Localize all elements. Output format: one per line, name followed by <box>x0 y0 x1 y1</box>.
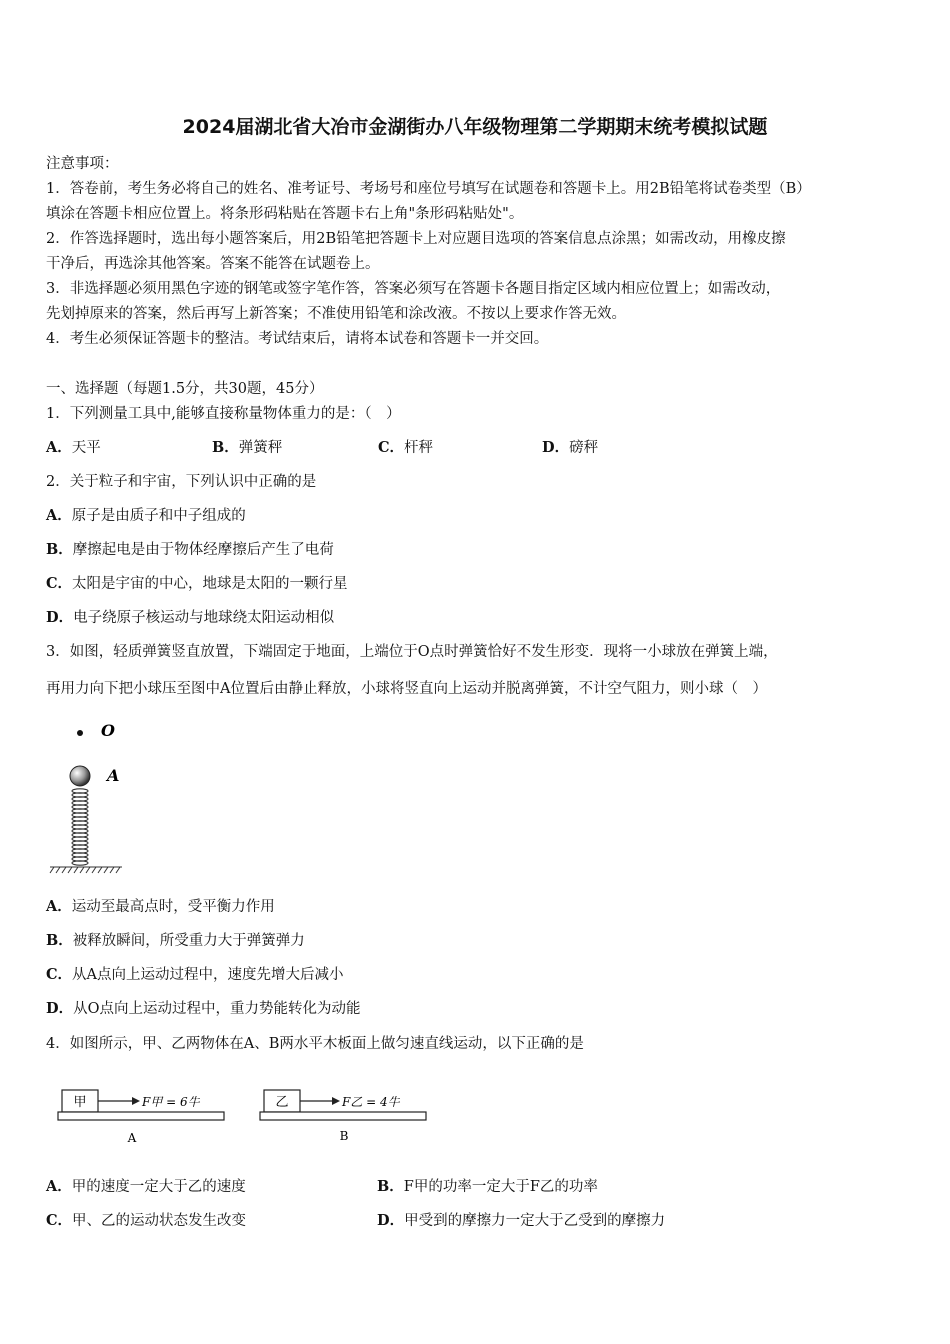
notice-line: 1．答卷前，考生务必将自己的姓名、准考证号、考场号和座位号填写在试题卷和答题卡上。用2B铅笔将试卷类型（B） <box>46 181 811 197</box>
q3-option-a: A．运动至最高点时，受平衡力作用 <box>46 898 275 915</box>
q2-stem: 2．关于粒子和宇宙，下列认识中正确的是 <box>46 474 317 490</box>
q2-option-c: C．太阳是宇宙的中心，地球是太阳的一颗行星 <box>46 575 348 592</box>
ground <box>50 867 122 873</box>
notice-line: 先划掉原来的答案，然后再写上新答案；不准使用铅笔和涂改液。不按以上要求作答无效。 <box>46 306 626 322</box>
arrow-head <box>332 1097 340 1105</box>
q4-force-figure <box>50 1082 440 1148</box>
q1-stem: 1．下列测量工具中,能够直接称量物体重力的是：（ ） <box>46 406 401 422</box>
notice-heading: 注意事项： <box>46 156 119 172</box>
notice-line: 3．非选择题必须用黑色字迹的钢笔或签字笔作答，答案必须写在答题卡各题目指定区域内相应位置上；如需改动， <box>46 281 781 297</box>
q1-option-a: A．天平 <box>46 439 101 456</box>
board-b <box>260 1112 426 1120</box>
q3-option-d: D．从O点向上运动过程中，重力势能转化为动能 <box>46 1000 361 1017</box>
q2-option-b: B．摩擦起电是由于物体经摩擦后产生了电荷 <box>46 541 334 558</box>
force-label-jia: F甲 = 6牛 <box>142 1095 200 1109</box>
arrow-head <box>132 1097 140 1105</box>
point-o-dot <box>77 730 83 736</box>
ball <box>70 766 90 786</box>
label-a: A <box>107 766 120 785</box>
spring-coils <box>72 789 88 865</box>
q1-option-b: B．弹簧秤 <box>212 439 283 456</box>
section-heading: 一、选择题（每题1.5分，共30题，45分） <box>46 381 324 397</box>
q3-stem-line2: 再用力向下把小球压至图中A位置后由静止释放，小球将竖直向上运动并脱离弹簧，不计空气阻力，则小球（ ） <box>46 681 767 697</box>
block-jia-label: 甲 <box>73 1095 87 1110</box>
q4-stem: 4．如图所示，甲、乙两物体在A、B两水平木板面上做匀速直线运动，以下正确的是 <box>46 1036 584 1052</box>
q3-option-c: C．从A点向上运动过程中，速度先增大后减小 <box>46 966 344 983</box>
q3-stem-line1: 3．如图，轻质弹簧竖直放置，下端固定于地面，上端位于O点时弹簧恰好不发生形变．现将一小球放在弹簧上端， <box>46 644 778 660</box>
q3-option-b: B．被释放瞬间，所受重力大于弹簧弹力 <box>46 932 305 949</box>
q1-option-c: C．杆秤 <box>378 439 434 456</box>
force-label-yi: F乙 = 4牛 <box>342 1095 400 1109</box>
notice-line: 填涂在答题卡相应位置上。将条形码粘贴在答题卡右上角"条形码粘贴处"。 <box>46 206 524 222</box>
q4-option-b: B．F甲的功率一定大于F乙的功率 <box>377 1178 598 1195</box>
q2-option-d: D．电子绕原子核运动与地球绕太阳运动相似 <box>46 609 335 626</box>
q4-option-c: C．甲、乙的运动状态发生改变 <box>46 1212 247 1229</box>
board-a <box>58 1112 224 1120</box>
board-b-label: B <box>339 1129 349 1143</box>
notice-line: 4．考生必须保证答题卡的整洁。考试结束后，请将本试卷和答题卡一并交回。 <box>46 331 549 347</box>
q4-option-d: D．甲受到的摩擦力一定大于乙受到的摩擦力 <box>377 1212 666 1229</box>
notice-line: 干净后，再选涂其他答案。答案不能答在试题卷上。 <box>46 256 380 272</box>
q1-option-d: D．磅秤 <box>542 439 599 456</box>
exam-title: 2024届湖北省大冶市金湖街办八年级物理第二学期期末统考模拟试题 <box>182 116 768 138</box>
q2-option-a: A．原子是由质子和中子组成的 <box>46 507 246 524</box>
label-o: O <box>101 721 115 740</box>
q4-option-a: A．甲的速度一定大于乙的速度 <box>46 1178 246 1195</box>
q3-spring-figure <box>46 712 146 882</box>
block-yi-label: 乙 <box>275 1095 289 1110</box>
board-a-label: A <box>127 1131 137 1145</box>
notice-line: 2．作答选择题时，选出每小题答案后，用2B铅笔把答题卡上对应题目选项的答案信息点涂黑；如需改动，用橡皮擦 <box>46 231 786 247</box>
